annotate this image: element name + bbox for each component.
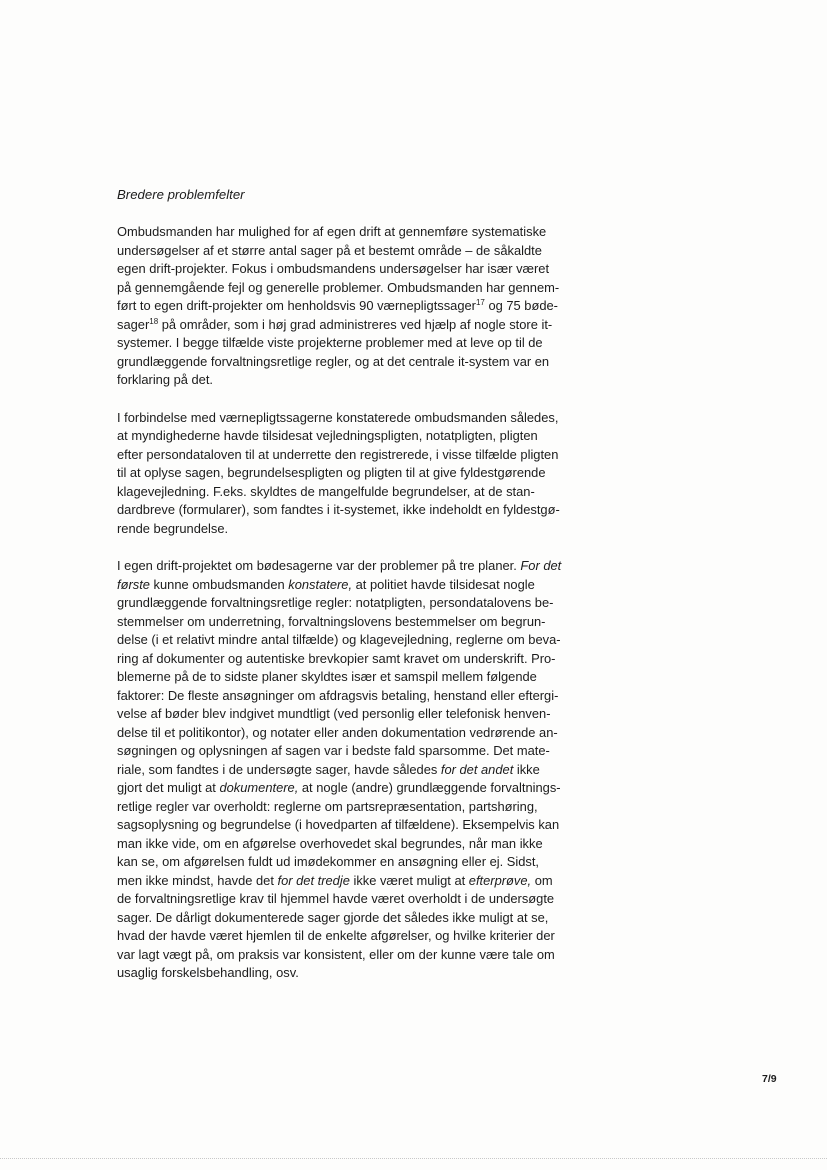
text-line [117, 501, 580, 520]
text-run: ikke været muligt at [349, 872, 469, 888]
text-run: sager. De dårligt dokumenterede sager gjorde det således ikke muligt at se, [117, 909, 549, 925]
text-line [117, 705, 580, 724]
page-number: 7/9 [762, 1073, 777, 1085]
footnote-ref: 17 [475, 298, 485, 307]
text-line [117, 279, 580, 298]
emphasis-text: konstatere, [288, 576, 353, 592]
text-line [117, 260, 580, 279]
text-run: men ikke mindst, havde det [117, 872, 278, 888]
footnote-ref: 18 [149, 316, 159, 326]
text-line [117, 353, 580, 372]
text-line [117, 687, 580, 706]
text-line [117, 409, 580, 428]
text-run: blemerne på de to sidste planer skyldtes især et samspil mellem følgende [117, 669, 537, 684]
text-line [117, 816, 580, 835]
text-run: faktorer: De fleste ansøgninger om afdragsvis betaling, henstand eller eftergi- [117, 687, 559, 703]
text-run: at myndighederne havde tilsidesat vejledningspligten, notatpligten, pligten [117, 428, 538, 443]
text-run: på gennemgående fejl og generelle problemer. Ombudsmanden har gennem- [117, 279, 560, 295]
scan-edge-divider [0, 1158, 827, 1160]
text-run: egen drift-projekter. Fokus i ombudsmandens undersøgelser har især været [117, 261, 550, 276]
text-run: velse af bøder blev indgivet mundtligt (ved personlig eller telefonisk henven- [117, 706, 551, 721]
text-run: på områder, som i høj grad administreres ved hjælp af nogle store it- [158, 316, 553, 332]
document-body [117, 185, 580, 1002]
text-run: man ikke vide, om en afgørelse overhovedet skal begrundes, når man ikke [117, 835, 543, 851]
section-heading: Bredere problemfelter [117, 187, 245, 202]
text-line [117, 371, 580, 390]
text-run: at nogle (andre) grundlæggende forvaltnings- [298, 780, 561, 795]
text-line [117, 464, 580, 483]
paragraph-1 [117, 223, 580, 390]
text-run: om [531, 872, 553, 888]
text-line [117, 964, 580, 983]
text-line [117, 798, 580, 817]
text-run: efter persondataloven til at underrette den registrerede, i visse tilfælde pligten [117, 446, 559, 462]
text-run: hvad der havde været hjemlen til de enkelte afgørelser, og hvilke kriterier der [117, 928, 555, 943]
text-line [117, 594, 580, 613]
text-line [117, 520, 580, 539]
text-line [117, 631, 580, 650]
text-run: grundlæggende forvaltningsretlige regler: notatpligten, persondatalovens be- [117, 595, 554, 610]
text-line [117, 427, 580, 446]
emphasis-text: første [117, 576, 150, 592]
text-run: delse (i et relativt mindre antal tilfælde) og klagevejledning, reglerne om beva- [117, 632, 561, 647]
text-run: og 75 bøde- [484, 298, 558, 313]
text-line [117, 946, 580, 965]
text-line [117, 872, 580, 891]
text-line [117, 223, 580, 242]
text-run: grundlæggende forvaltningsretlige regler, og at det centrale it-system var en [117, 353, 550, 369]
text-run: ring af dokumenter og autentiske brevkopier samt kravet om underskrift. Pro- [117, 650, 556, 666]
text-run: dardbreve (formularer), som fandtes i it-systemet, ikke indeholdt en fyldestgø- [117, 502, 560, 517]
text-run: kunne ombudsmanden [149, 576, 289, 592]
text-run: ført to egen drift-projekter om henholdsvis 90 værnepligtssager [117, 298, 476, 313]
text-line [117, 650, 580, 669]
text-line [117, 297, 580, 316]
text-run: Ombudsmanden har mulighed for af egen drift at gennemføre systematiske [117, 224, 547, 239]
text-run: forklaring på det. [117, 372, 214, 387]
emphasis-text: efterprøve, [468, 872, 532, 888]
text-run: kan se, om afgørelsen fuldt ud imødekommer en ansøgning eller ej. Sidst, [117, 854, 540, 869]
emphasis-text: dokumentere, [219, 780, 299, 795]
text-line [117, 890, 580, 909]
text-line [117, 613, 580, 632]
text-line [117, 668, 580, 687]
text-line [117, 576, 580, 595]
emphasis-text: for det tredje [277, 872, 350, 888]
text-run: var lagt vægt på, om praksis var konsistent, eller om der kunne være tale om [117, 946, 555, 962]
text-line [117, 853, 580, 872]
emphasis-text: For det [520, 558, 562, 573]
text-run: stemmelser om underretning, forvaltningslovens bestemmelser om begrun- [117, 613, 546, 629]
text-run: søgningen og oplysningen af sagen var i bedste fald sparsomme. Det mate- [117, 743, 550, 758]
text-line [117, 557, 580, 576]
text-run: sager [117, 316, 150, 332]
paragraph-2 [117, 409, 580, 539]
text-line [117, 742, 580, 761]
text-line [117, 927, 580, 946]
text-line [117, 446, 580, 465]
text-line [117, 779, 580, 798]
emphasis-text: for det andet [440, 761, 514, 777]
text-run: ikke [513, 761, 540, 777]
text-run: I forbindelse med værnepligtssagerne konstaterede ombudsmanden således, [117, 409, 559, 425]
text-run: systemer. I begge tilfælde viste projekterne problemer med at leve op til de [117, 335, 543, 350]
text-line [117, 835, 580, 854]
text-line [117, 724, 580, 743]
text-line [117, 761, 580, 780]
paragraph-3 [117, 557, 580, 983]
text-line [117, 334, 580, 353]
text-run: at politiet havde tilsidesat nogle [352, 576, 535, 592]
text-run: I egen drift-projektet om bødesagerne var der problemer på tre planer. [117, 558, 521, 573]
text-line [117, 909, 580, 928]
text-run: usaglig forskelsbehandling, osv. [117, 965, 299, 980]
text-run: sagsoplysning og begrundelse (i hovedparten af tilfældene). Eksempelvis kan [117, 817, 560, 832]
text-run: riale, som fandtes i de undersøgte sager, havde således [117, 761, 441, 777]
text-line [117, 316, 580, 335]
text-run: delse til et politikontor), og notater eller anden dokumentation vedrørende an- [117, 724, 558, 740]
text-run: til at oplyse sagen, begrundelsespligten og pligten til at give fyldestgørende [117, 465, 546, 480]
text-run: gjort det muligt at [117, 780, 220, 795]
text-run: klagevejledning. F.eks. skyldtes de mangelfulde begrundelser, at de stan- [117, 483, 535, 499]
text-line [117, 242, 580, 261]
text-run: de forvaltningsretlige krav til hjemmel havde været overholdt i de undersøgte [117, 891, 555, 906]
text-run: rende begrundelse. [117, 520, 229, 536]
text-run: retlige regler var overholdt: reglerne om partsrepræsentation, partshøring, [117, 798, 538, 814]
text-line [117, 483, 580, 502]
text-run: undersøgelser af et større antal sager på et bestemt område – de såkaldte [117, 242, 542, 258]
